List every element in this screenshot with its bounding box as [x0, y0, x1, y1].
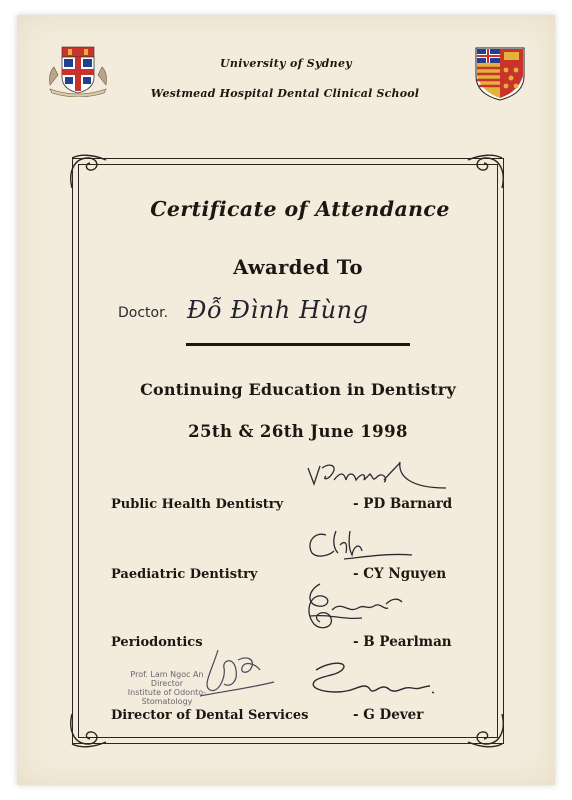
recipient-prefix: Doctor.	[118, 305, 169, 321]
stamp-line-1: Prof. Lam Ngoc An	[130, 670, 204, 679]
director-stamp	[112, 670, 222, 706]
signatory-subject-director: Director of Dental Services	[111, 708, 309, 723]
signatory-subject-paediatric: Paediatric Dentistry	[111, 567, 258, 582]
signature-pearlman	[302, 580, 422, 636]
corner-flourish-bottom-right	[464, 710, 508, 750]
signature-nguyen	[304, 527, 424, 567]
stamp-line-3: Institute of Odonto-	[127, 688, 207, 697]
course-dates: 25th & 26th June 1998	[188, 422, 408, 441]
corner-flourish-top-right	[464, 152, 508, 192]
recipient-underline	[186, 343, 410, 346]
certificate-frame-inner	[78, 164, 498, 738]
signature-barnard	[300, 458, 450, 494]
recipient-name: Đỗ Đình Hùng	[187, 296, 369, 324]
signatory-subject-periodontics: Periodontics	[111, 635, 203, 650]
university-name: University of Sydney	[220, 57, 352, 70]
signatory-name-dever: - G Dever	[353, 707, 424, 723]
stamp-line-2: Director	[150, 679, 184, 688]
corner-flourish-bottom-left	[66, 710, 110, 750]
corner-flourish-top-left	[66, 152, 110, 192]
signatory-name-nguyen: - CY Nguyen	[353, 566, 447, 582]
signature-dever	[302, 656, 442, 702]
course-title: Continuing Education in Dentistry	[140, 380, 456, 399]
school-name: Westmead Hospital Dental Clinical School	[150, 87, 420, 100]
awarded-to-heading: Awarded To	[233, 256, 363, 279]
stamp-line-4: Stomatology	[141, 697, 193, 706]
signatory-subject-public-health: Public Health Dentistry	[111, 497, 284, 512]
signatory-name-pearlman: - B Pearlman	[353, 634, 452, 650]
certificate-title: Certificate of Attendance	[150, 197, 450, 221]
signatory-name-barnard: - PD Barnard	[353, 496, 453, 512]
